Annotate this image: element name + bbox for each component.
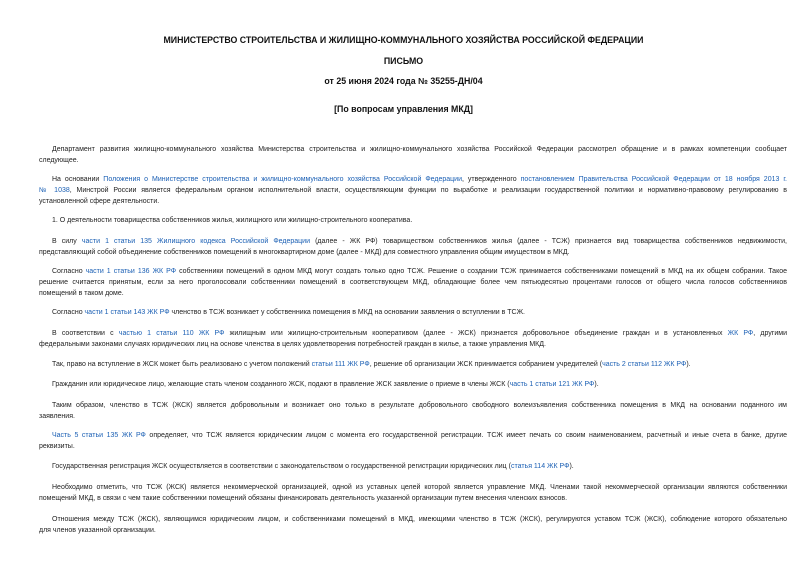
text-run: федеральными законами случаях юридических лиц на основе членства в целях удовлетворения потребностей граждан в жилье, а также управления МКД. — [39, 341, 546, 348]
paragraph — [39, 514, 787, 536]
text-run: реквизиты. — [39, 443, 75, 450]
text-run: Таким образом, членство в ТСЖ (ЖСК) является добровольным и возникает оно только в результате добровольного свободного волеизъявления собственника помещения в МКД на основании поданного им — [52, 402, 787, 409]
text-run: Отношения между ТСЖ (ЖСК), являющимся юридическим лицом, и собственниками помещений в МКД, имеющими членство в ТСЖ (ЖСК), регулируются уставом ТСЖ (ЖСК), соблюдение которого обязательно — [52, 516, 787, 523]
text-run: собственники помещений в одном МКД могут создать только одно ТСЖ. Решение о создании ТСЖ принимается собственниками помещений в МКД на их общем собрании. Такое — [176, 268, 787, 275]
text-run: жилищным или жилищно-строительным кооперативом (далее - ЖСК) признается добровольное объединение граждан и в установленных — [224, 330, 728, 337]
text-run: ). — [569, 463, 574, 470]
paragraph — [39, 430, 787, 452]
text-line — [39, 328, 787, 339]
legal-reference-link[interactable]: части 1 статьи 143 ЖК РФ — [84, 309, 170, 316]
text-run: Согласно — [52, 268, 86, 275]
text-run: Гражданин или юридическое лицо, желающие стать членом созданного ЖСК, подают в правление ЖСК заявление о приеме в члены ЖСК ( — [52, 381, 510, 388]
legal-reference-link[interactable]: части 1 статьи 135 Жилищного кодекса Российской Федерации — [81, 238, 310, 245]
paragraph — [39, 379, 787, 390]
paragraph — [39, 236, 787, 258]
text-line — [39, 307, 787, 318]
text-run: для членов указанной организации. — [39, 527, 156, 534]
text-line — [39, 185, 787, 196]
document-type-heading: ПИСЬМО — [383, 56, 424, 66]
text-run: , решение об организации ЖСК принимается собранием учредителей ( — [369, 361, 603, 368]
text-run: помещений в таком доме. — [39, 290, 124, 297]
ministry-heading: МИНИСТЕРСТВО СТРОИТЕЛЬСТВА И ЖИЛИЩНО-КОММУНАЛЬНОГО ХОЗЯЙСТВА РОССИЙСКОЙ ФЕДЕРАЦИИ — [163, 35, 644, 45]
paragraph — [39, 215, 787, 226]
paragraph — [39, 400, 787, 422]
text-run: 1. О деятельности товарищества собственников жилья, жилищного или жилищно-строительного кооператива. — [52, 217, 413, 224]
text-line — [39, 493, 787, 504]
text-run: ). — [594, 381, 599, 388]
text-line — [39, 359, 787, 370]
legal-reference-link[interactable]: часть 2 статьи 112 ЖК РФ — [602, 361, 687, 368]
paragraph — [39, 328, 787, 350]
text-run: На основании — [52, 176, 104, 183]
paragraph — [39, 359, 787, 370]
paragraph — [39, 307, 787, 318]
text-line — [39, 411, 787, 422]
text-run: , Минстрой России является федеральным органом исполнительной власти, осуществляющим функции по выработке и реализации государственной политики и нормативно-правовому регулированию в — [69, 187, 787, 194]
legal-reference-link[interactable]: постановлением Правительства Российской Федерации от 18 ноября 2013 г. — [520, 176, 787, 183]
text-run: Государственная регистрация ЖСК осуществляется в соответствии с законодательством о государственной регистрации юридических лиц ( — [52, 463, 511, 470]
text-run: заявления. — [39, 413, 75, 420]
text-run: Департамент развития жилищно-коммунального хозяйства Министерства строительства и жилищно-коммунального хозяйства Российской Федерации рассмотрел обращение и в рамках компетенции сообщает — [52, 146, 787, 153]
text-line — [39, 514, 787, 525]
text-run: В силу — [52, 238, 82, 245]
legal-reference-link[interactable]: ЖК РФ — [727, 330, 754, 337]
text-line — [39, 430, 787, 441]
legal-reference-link[interactable]: статьи 111 ЖК РФ — [311, 361, 370, 368]
text-line — [39, 174, 787, 185]
text-run: В соответствии с — [52, 330, 119, 337]
paragraph — [39, 461, 787, 472]
legal-reference-link[interactable]: частью 1 статьи 110 ЖК РФ — [118, 330, 225, 337]
paragraph — [39, 266, 787, 299]
text-run: , утвержденного — [462, 176, 521, 183]
legal-reference-link[interactable]: Часть 5 статьи 135 ЖК РФ — [52, 432, 146, 439]
legal-reference-link[interactable]: № 1038 — [39, 187, 70, 194]
text-run: ). — [686, 361, 691, 368]
legal-reference-link[interactable]: Положения о Министерстве строительства и жилищно-коммунального хозяйства Российской Федерации — [103, 176, 462, 183]
text-run: членство в ТСЖ возникает у собственника помещения в МКД на основании заявления о вступлении в ТСЖ. — [169, 309, 525, 316]
text-line — [39, 461, 787, 472]
text-line — [39, 339, 787, 350]
legal-reference-link[interactable]: часть 1 статьи 121 ЖК РФ — [509, 381, 595, 388]
text-line — [39, 441, 787, 452]
text-run: Согласно — [52, 309, 85, 316]
text-line — [39, 155, 787, 166]
legal-reference-link[interactable]: статья 114 ЖК РФ — [510, 463, 570, 470]
paragraph — [39, 174, 787, 207]
document-date-number: от 25 июня 2024 года № 35255-ДН/04 — [324, 76, 483, 86]
text-line — [39, 247, 787, 258]
document-subject: [По вопросам управления МКД] — [334, 104, 473, 114]
text-line — [39, 288, 787, 299]
text-line — [39, 196, 787, 207]
text-run: Необходимо отметить, что ТСЖ (ЖСК) является некоммерческой организацией, одной из уставных целей которой является управление МКД. Членами такой некоммерческой организации являются собственники — [52, 484, 787, 491]
text-line — [39, 400, 787, 411]
paragraph — [39, 144, 787, 166]
text-line — [39, 144, 787, 155]
text-run: решение считается принятым, если за него проголосовали собственники помещений в соответствующем МКД, обладающие более чем пятьюдесятью процентами голосов от общего числа голосов собственников — [39, 279, 787, 286]
text-run: определяет, что ТСЖ является юридическим лицом с момента его государственной регистрации. ТСЖ имеет печать со своим наименованием, расчетный и иные счета в банке, другие — [145, 432, 787, 439]
text-run: помещений МКД, в связи с чем такие собственники помещений обязаны финансировать деятельность указанной организации путем внесения членских взносов. — [39, 495, 568, 502]
text-line — [39, 215, 787, 226]
text-line — [39, 482, 787, 493]
text-run: представляющий собой объединение собственников помещений в многоквартирном доме (далее - МКД) для совместного управления общим имуществом в МКД. — [39, 249, 570, 256]
text-run: (далее - ЖК РФ) товариществом собственников жилья (далее - ТСЖ) признается вид товарищества собственников недвижимости, — [310, 238, 787, 245]
text-line — [39, 266, 787, 277]
legal-reference-link[interactable]: части 1 статьи 136 ЖК РФ — [85, 268, 177, 275]
text-run: Так, право на вступление в ЖСК может быть реализовано с учетом положений — [52, 361, 312, 368]
text-line — [39, 277, 787, 288]
text-line — [39, 525, 787, 536]
text-run: установленной сфере деятельности. — [39, 198, 160, 205]
paragraph — [39, 482, 787, 504]
text-line — [39, 379, 787, 390]
text-run: , другими — [753, 330, 787, 337]
text-run: следующее. — [39, 157, 79, 164]
text-line — [39, 236, 787, 247]
